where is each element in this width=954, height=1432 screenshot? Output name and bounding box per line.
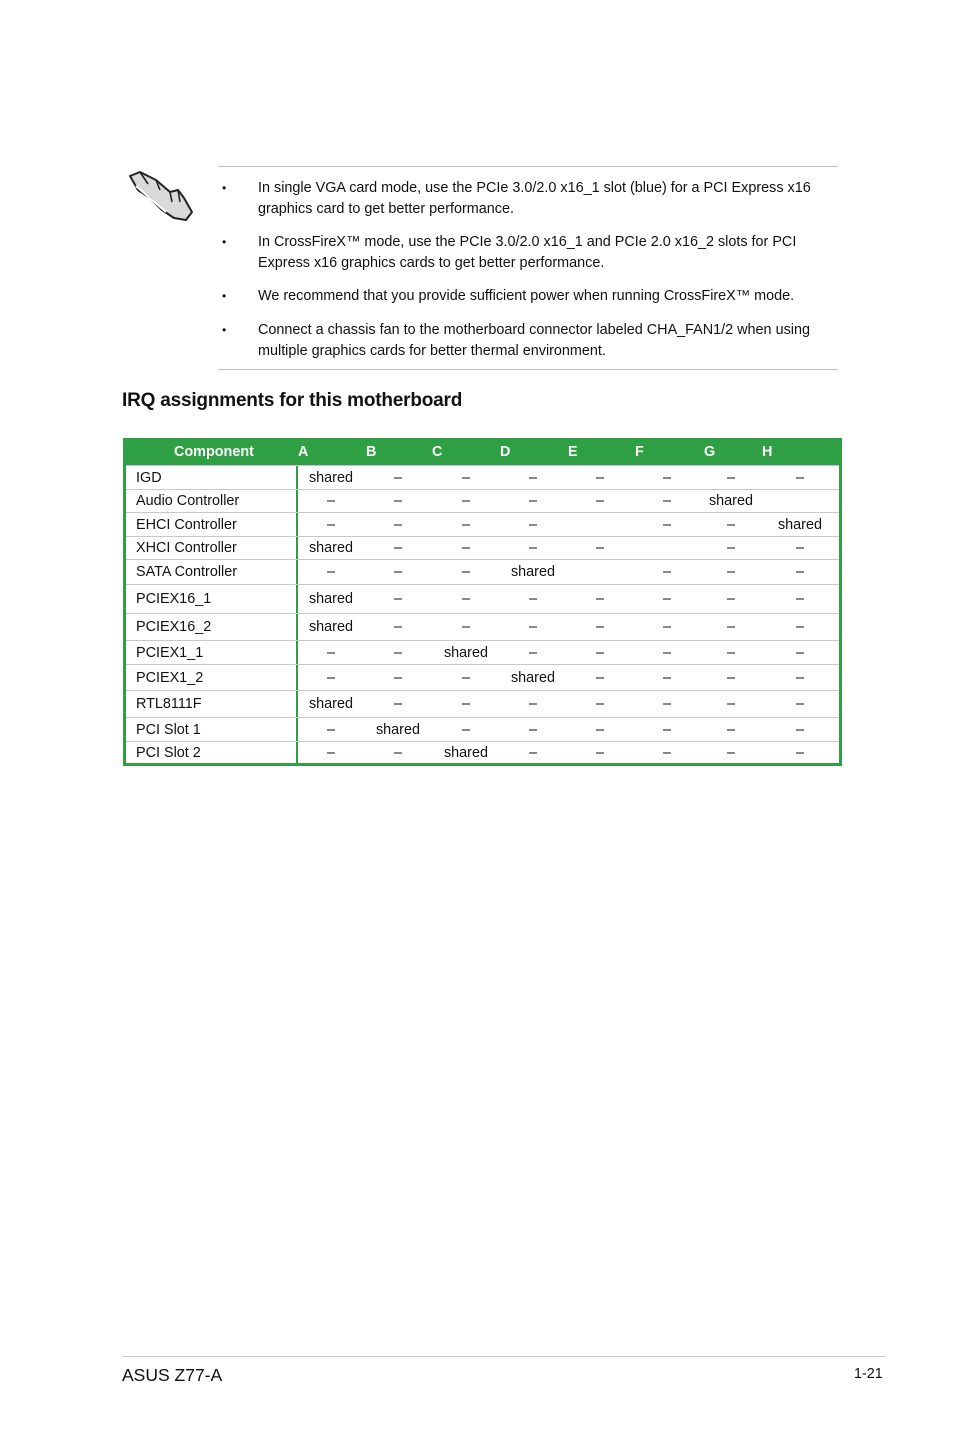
irq-cell-c: – [461, 517, 470, 533]
irq-cell-a: – [326, 493, 335, 509]
irq-cell-c: – [461, 470, 470, 486]
irq-cell-b: – [393, 670, 402, 686]
irq-cell-e: – [595, 745, 604, 761]
irq-cell-a: shared [308, 696, 353, 712]
irq-cell-b: – [393, 619, 402, 635]
irq-cell-f: – [662, 722, 671, 738]
irq-cell-e: – [595, 670, 604, 686]
irq-cell-e: – [595, 696, 604, 712]
note-box [218, 166, 838, 370]
irq-cell-g: – [726, 722, 735, 738]
bullet-text: We recommend that you provide sufficient power when running CrossFireX™ mode. [258, 288, 795, 304]
irq-cell-e: – [595, 645, 604, 661]
irq-cell-d: – [528, 493, 537, 509]
irq-cell-h: – [795, 645, 804, 661]
irq-cell-h: – [795, 470, 804, 486]
irq-cell-g: – [726, 517, 735, 533]
table-row [126, 613, 839, 641]
irq-cell-h: – [795, 540, 804, 556]
column-header-b: B [366, 444, 377, 460]
irq-cell-c: – [461, 722, 470, 738]
footer-rule [122, 1356, 886, 1357]
column-header-d: D [500, 444, 511, 460]
column-header-f: F [635, 444, 644, 460]
column-header-a: A [298, 444, 309, 460]
irq-cell-c: – [461, 696, 470, 712]
irq-cell-b: – [393, 591, 402, 607]
irq-cell-e: – [595, 470, 604, 486]
irq-cell-f: – [662, 645, 671, 661]
irq-cell-c: shared [443, 745, 488, 761]
footer-product-name: ASUS Z77-A [122, 1365, 223, 1385]
irq-cell-b: – [393, 517, 402, 533]
component-name: PCI Slot 1 [136, 722, 201, 738]
irq-cell-a: – [326, 722, 335, 738]
component-name: PCI Slot 2 [136, 745, 201, 761]
irq-cell-g: – [726, 619, 735, 635]
irq-cell-c: shared [443, 645, 488, 661]
irq-cell-h: – [795, 564, 804, 580]
irq-cell-g: – [726, 540, 735, 556]
irq-cell-f: – [662, 517, 671, 533]
irq-cell-g: – [726, 470, 735, 486]
component-name: Audio Controller [136, 493, 240, 509]
irq-cell-d: – [528, 591, 537, 607]
irq-cell-a: – [326, 645, 335, 661]
irq-cell-h: – [795, 670, 804, 686]
irq-cell-e: – [595, 722, 604, 738]
table-row [126, 584, 839, 614]
irq-cell-a: – [326, 517, 335, 533]
irq-cell-b: – [393, 745, 402, 761]
irq-cell-b: – [393, 470, 402, 486]
irq-cell-e: – [595, 591, 604, 607]
irq-cell-h: – [795, 619, 804, 635]
irq-cell-g: – [726, 564, 735, 580]
irq-cell-a: – [326, 745, 335, 761]
irq-cell-c: – [461, 564, 470, 580]
irq-cell-g: – [726, 670, 735, 686]
column-header-c: C [432, 444, 443, 460]
table-row [126, 690, 839, 718]
irq-cell-c: – [461, 493, 470, 509]
irq-cell-f: – [662, 493, 671, 509]
section-title: IRQ assignments for this motherboard [122, 390, 463, 411]
irq-cell-b: – [393, 540, 402, 556]
irq-cell-c: – [461, 670, 470, 686]
irq-cell-b: – [393, 493, 402, 509]
table-row [126, 536, 839, 560]
irq-cell-c: – [461, 540, 470, 556]
irq-cell-g: shared [708, 493, 753, 509]
component-name: PCIEX1_1 [136, 645, 204, 661]
irq-cell-d: – [528, 619, 537, 635]
irq-cell-b: – [393, 645, 402, 661]
irq-cell-f: – [662, 470, 671, 486]
irq-cell-a: shared [308, 540, 353, 556]
table-row [126, 465, 839, 490]
irq-cell-d: shared [510, 670, 555, 686]
irq-cell-h: – [795, 722, 804, 738]
irq-cell-h: – [795, 745, 804, 761]
irq-cell-a: – [326, 564, 335, 580]
irq-cell-f: – [662, 670, 671, 686]
irq-cell-h: – [795, 591, 804, 607]
irq-cell-a: – [326, 670, 335, 686]
irq-cell-f: – [662, 745, 671, 761]
irq-cell-d: – [528, 517, 537, 533]
bullet-text: Connect a chassis fan to the motherboard connector labeled CHA_FAN1/2 when using multiple graphics cards for better thermal environment. [258, 322, 810, 359]
irq-cell-g: – [726, 645, 735, 661]
irq-table [123, 438, 842, 766]
table-row [126, 512, 839, 537]
irq-cell-c: – [461, 591, 470, 607]
bullet-marker: • [222, 289, 227, 303]
irq-cell-g: – [726, 745, 735, 761]
hand-note-icon [126, 168, 196, 224]
table-row [126, 640, 839, 665]
irq-cell-f: – [662, 619, 671, 635]
component-name: RTL8111F [136, 696, 202, 712]
irq-cell-e: – [595, 540, 604, 556]
irq-cell-d: – [528, 645, 537, 661]
column-header-component: Component [174, 444, 254, 460]
irq-cell-f: – [662, 591, 671, 607]
footer-page-number: 1-21 [854, 1366, 883, 1382]
irq-cell-d: shared [510, 564, 555, 580]
irq-cell-f: – [662, 696, 671, 712]
irq-cell-e: – [595, 493, 604, 509]
table-header [126, 441, 839, 465]
table-row [126, 489, 839, 513]
irq-cell-b: shared [375, 722, 420, 738]
irq-cell-a: shared [308, 591, 353, 607]
column-header-e: E [568, 444, 578, 460]
irq-cell-d: – [528, 722, 537, 738]
bullet-marker: • [222, 235, 227, 249]
table-row [126, 741, 839, 764]
irq-cell-a: shared [308, 470, 353, 486]
irq-cell-f: – [662, 564, 671, 580]
bullet-marker: • [222, 181, 227, 195]
bullet-text: In single VGA card mode, use the PCIe 3.0/2.0 x16_1 slot (blue) for a PCI Express x16 graphics card to get better performance. [258, 180, 811, 217]
irq-cell-d: – [528, 470, 537, 486]
table-row [126, 717, 839, 742]
irq-cell-g: – [726, 591, 735, 607]
irq-cell-c: – [461, 619, 470, 635]
component-name: PCIEX16_2 [136, 619, 212, 635]
irq-cell-b: – [393, 696, 402, 712]
irq-cell-g: – [726, 696, 735, 712]
column-header-h: H [762, 444, 773, 460]
component-name: XHCI Controller [136, 540, 237, 556]
table-row [126, 664, 839, 691]
irq-cell-e: – [595, 619, 604, 635]
component-name: IGD [136, 470, 162, 486]
table-row [126, 559, 839, 585]
component-name: SATA Controller [136, 564, 238, 580]
component-name: EHCI Controller [136, 517, 237, 533]
irq-cell-d: – [528, 745, 537, 761]
irq-cell-b: – [393, 564, 402, 580]
irq-cell-a: shared [308, 619, 353, 635]
column-header-g: G [704, 444, 716, 460]
irq-cell-h: shared [777, 517, 822, 533]
irq-cell-h: – [795, 696, 804, 712]
irq-cell-d: – [528, 540, 537, 556]
component-name: PCIEX1_2 [136, 670, 204, 686]
component-name: PCIEX16_1 [136, 591, 212, 607]
bullet-text: In CrossFireX™ mode, use the PCIe 3.0/2.0 x16_1 and PCIe 2.0 x16_2 slots for PCI Express x16 graphics cards to get better performance. [258, 234, 797, 271]
bullet-marker: • [222, 323, 227, 337]
irq-cell-d: – [528, 696, 537, 712]
